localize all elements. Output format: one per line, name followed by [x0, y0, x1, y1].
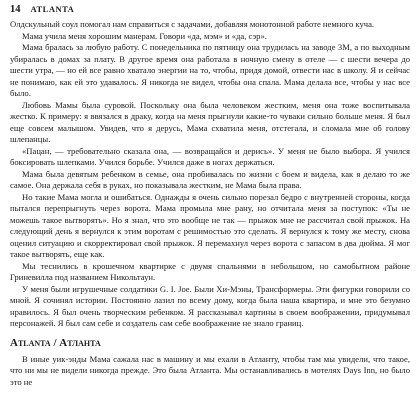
paragraph: Олдскульный соул помогал нам справиться с задачами, добавляя монотонной работе немного куча.	[10, 19, 375, 29]
section-heading-latin: Atlanta	[10, 336, 51, 349]
body-text	[10, 19, 410, 388]
section-heading-cyrillic: Атланта	[59, 336, 101, 349]
paragraph: Мама учила меня хорошим манерам. Говори «да, мэм» и «да, сэр».	[22, 30, 267, 41]
paragraph: В иные уик-энды Мама сажала нас в машину и мы ехали в Атланту, чтобы там мы увидели, что такое, что ни мы не видели никогда прежде. Это была Атланта. Мы останавливались в мотелях Days Inn, но было это не	[10, 353, 410, 387]
paragraph: «Пацан, — требовательно сказала она, — возвращайся и дерись». У меня не было выбора. Я учился боксировать шлепками. Учился борьбе. Учился даже в ногах держаться.	[10, 145, 410, 167]
paragraph: Но такие Мама могла и ошибаться. Однажды я очень сильно порезал бедро с внутренней стороны, когда пытался перепрыгнуть через ворота. Мама промыла мне рану, но отчитала меня за поступок: «Ты не можешь такое вытворять». Но я знал, что это вообще не так — прыжок мне не рассчитал свой прыжок. На следующий день я вернулся к этим воротам с решимостью это сделать. Я вернулся к тому же месту, снова оценил ситуацию и скорректировал свой прыжок. Я перемахнул через ворота с запасом в два дюйма. Я мог такое вытворять, еще как.	[10, 191, 410, 259]
paragraph: Мы теснились в крошечном квартирке с двумя спальнями в небольшом, но самобытном районе Гриневилла под названием Никольтаун.	[10, 260, 410, 282]
running-title: ATLANTA	[30, 4, 75, 14]
paragraph: Любовь Мамы была суровой. Поскольку она была человеком жестким, меня она тоже воспитывала жестко. К примеру: я ввязался в драку, когда на меня прыгнули какие-то чуваки сильно больше меня. Я был еще совсем малышом. Увидев, что я дерусь, Мама схватила меня, отстегала, и сломала мне об голову шлепанцы.	[10, 99, 410, 144]
section-heading-separator: /	[53, 336, 57, 349]
paragraph: Мама была девятым ребенком в семье, она пробивалась по жизни с боем и видела, как я делаю то же самое. Она держала себя в руках, но показывала жестким, не Мама была права.	[10, 168, 410, 190]
section-heading	[10, 336, 410, 350]
paragraph: У меня были игрушечные солдатики G. I. Joe. Были Хи-Мэны, Трансформеры. Эти фигурки говорили со мной. Я сочинял истории. Постоянно лазил по всему дому, когда была наша квартира, и мне это безумно нравилось. Я был очень творческим ребенком. Я рассказывал картины в своем воображении, придумывал персонажей. Я был сам себе и создатель сам себе воображение не знало границ.	[10, 283, 410, 328]
paragraph: Мама бралась за любую работу. С понедельника по пятницу она трудилась на заводе 3М, а по выходным убиралась в домах за плату. В другое время она работала в ночную смену в отеле — с шести вечера до шести утра, — но ей все равно хватало энергии на то, чтобы, придя домой, отвести нас в школу. Я и сейчас не понимаю, как ей это удавалось. Я никогда не видел, чтобы она спала. Мама делала все, чтобы у нас все было.	[10, 42, 410, 98]
running-head	[10, 2, 410, 16]
page-number: 14	[10, 4, 21, 15]
